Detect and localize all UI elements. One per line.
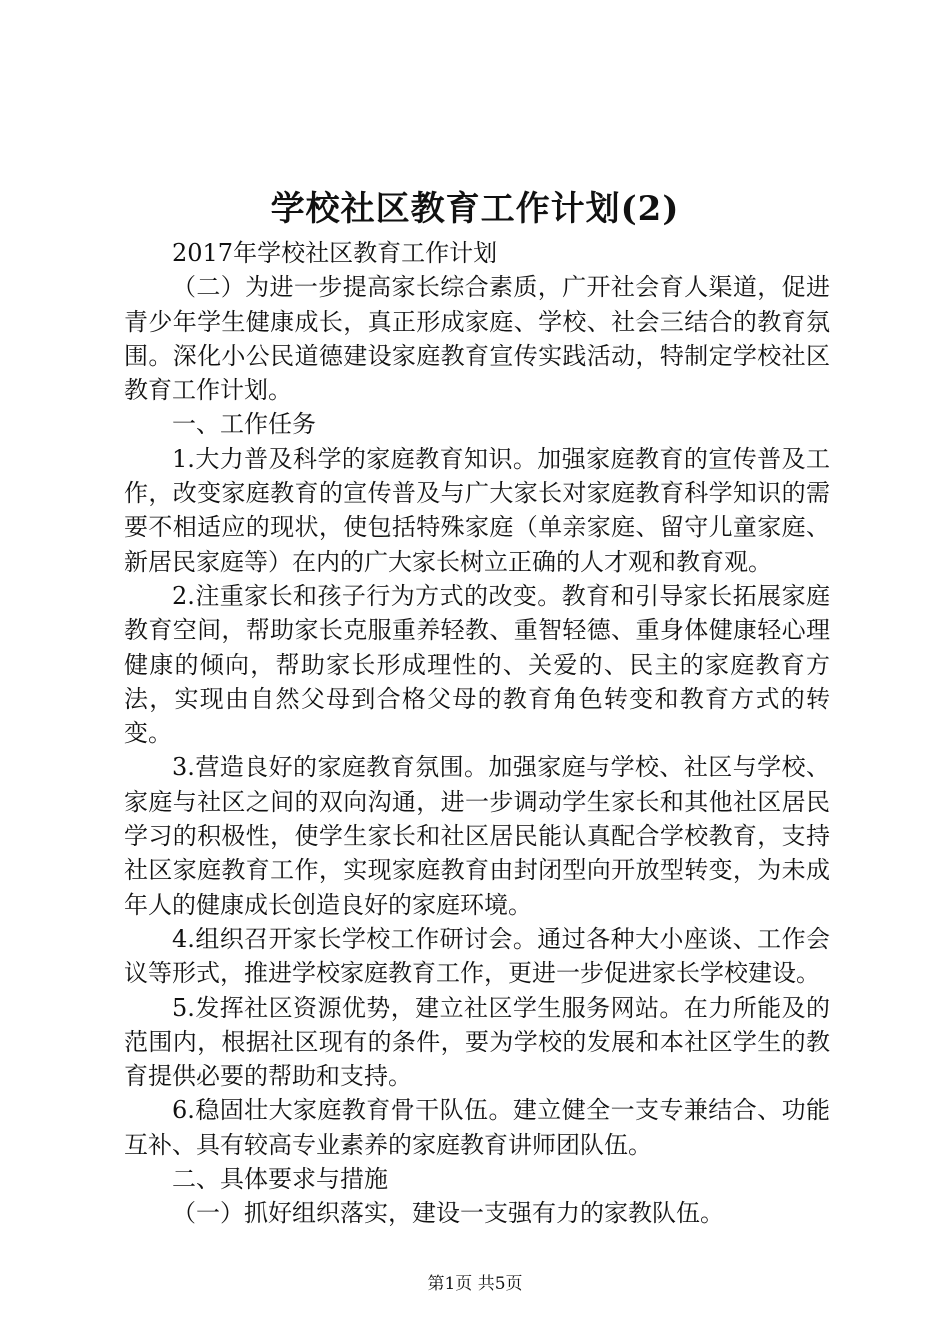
paragraph-measure-1: （一）抓好组织落实，建设一支强有力的家教队伍。 [172, 1199, 724, 1228]
paragraph-task-4: 4.组织召开家长学校工作研讨会。通过各种大小座谈、工作会议等形式，推进学校家庭教育工作，更进一步促进家长学校建设。 [124, 924, 830, 988]
document-body [124, 236, 830, 1231]
paragraph-task-1: 1.大力普及科学的家庭教育知识。加强家庭教育的宣传普及工作，改变家庭教育的宣传普及与广大家长对家庭教育科学知识的需要不相适应的现状，使包括特殊家庭（单亲家庭、留守儿童家庭、新居民家庭等）在内的广大家长树立正确的人才观和教育观。 [124, 444, 830, 576]
paragraph-task-5: 5.发挥社区资源优势，建立社区学生服务网站。在力所能及的范围内，根据社区现有的条件，要为学校的发展和本社区学生的教育提供必要的帮助和支持。 [124, 993, 830, 1091]
paragraph-task-6: 6.稳固壮大家庭教育骨干队伍。建立健全一支专兼结合、功能互补、具有较高专业素养的家庭教育讲师团队伍。 [124, 1096, 830, 1159]
paragraph-task-3: 3.营造良好的家庭教育氛围。加强家庭与学校、社区与学校、家庭与社区之间的双向沟通，进一步调动学生家长和其他社区居民学习的积极性，使学生家长和社区居民能认真配合学校教育，支持社区家庭教育工作，实现家庭教育由封闭型向开放型转变，为未成年人的健康成长创造良好的家庭环境。 [124, 753, 830, 919]
paragraph-doc-subtitle: 2017年学校社区教育工作计划 [172, 239, 498, 267]
section-heading-measures: 二、具体要求与措施 [172, 1165, 388, 1194]
paragraph-intro: （二）为进一步提高家长综合素质，广开社会育人渠道，促进青少年学生健康成长，真正形成家庭、学校、社会三结合的教育氛围。深化小公民道德建设家庭教育宣传实践活动，特制定学校社区教育工作计划。 [124, 273, 830, 405]
page-footer: 第1页 共5页 [427, 1274, 523, 1294]
paragraph-task-2: 2.注重家长和孩子行为方式的改变。教育和引导家长拓展家庭教育空间，帮助家长克服重养轻教、重智轻德、重身体健康轻心理健康的倾向，帮助家长形成理性的、关爱的、民主的家庭教育方法，实现由自然父母到合格父母的教育角色转变和教育方式的转变。 [124, 581, 830, 748]
document-title: 学校社区教育工作计划(2) [270, 189, 680, 229]
section-heading-tasks: 一、工作任务 [172, 410, 316, 439]
